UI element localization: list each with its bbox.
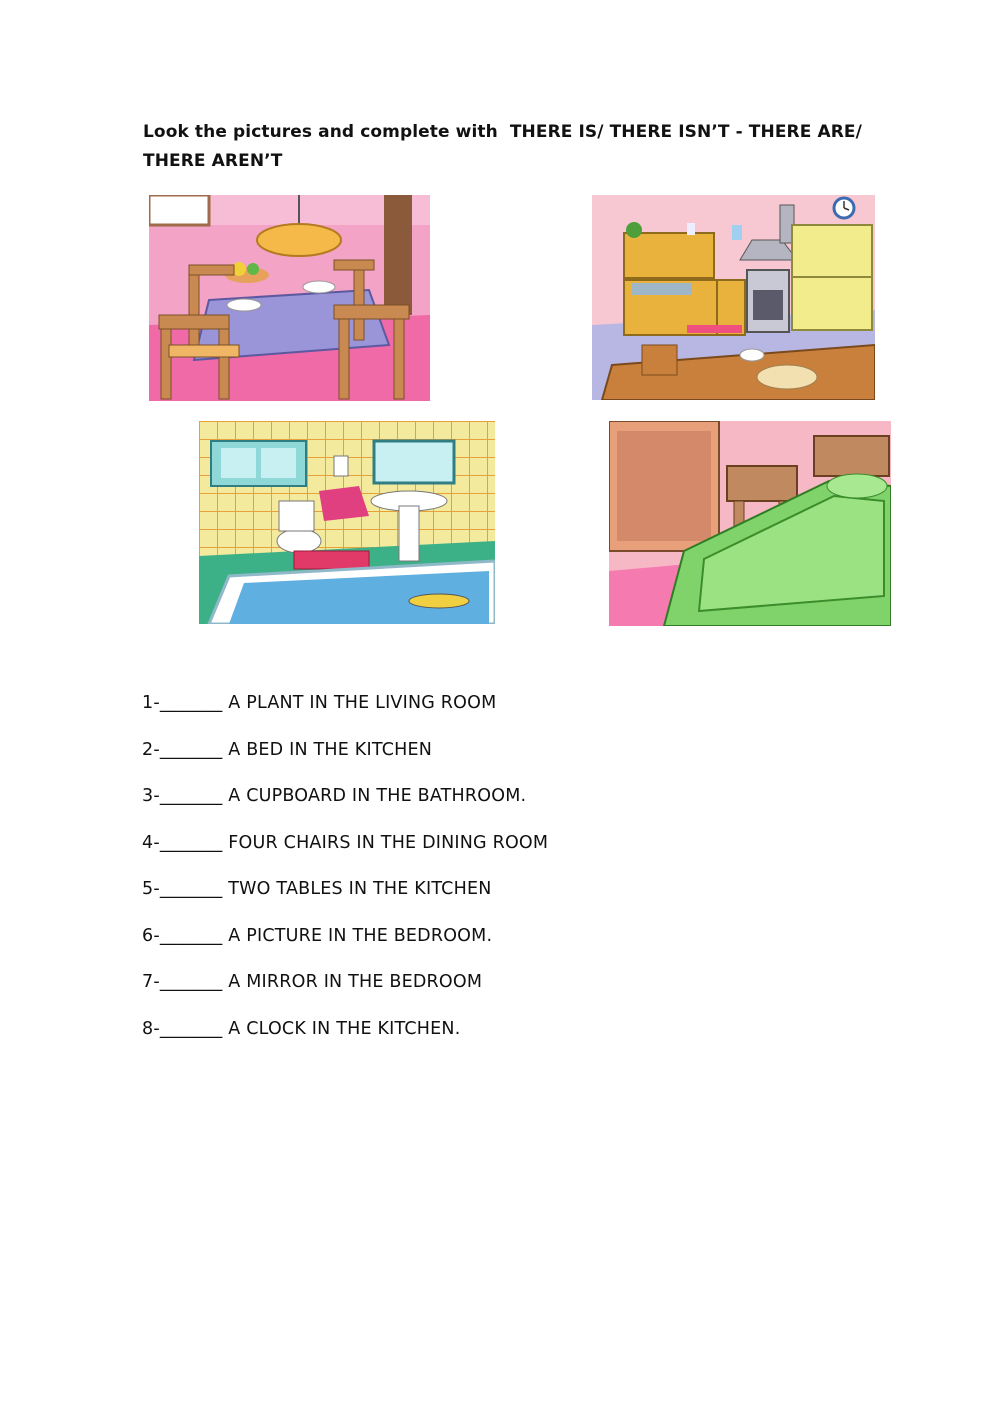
bedroom-picture [609,421,891,626]
item-text: A MIRROR IN THE BEDROOM [228,972,483,992]
exercise-item-5 [142,874,842,921]
item-number: 7- [142,972,160,992]
answer-blank[interactable]: _______ [159,739,223,760]
exercise-item-6 [142,921,842,968]
item-text: A CLOCK IN THE KITCHEN. [228,1018,461,1039]
item-text: A CUPBOARD IN THE BATHROOM. [228,786,527,806]
exercise-item-8 [142,1014,842,1061]
item-text: A PLANT IN THE LIVING ROOM [228,693,497,713]
item-text: FOUR CHAIRS IN THE DINING ROOM [228,832,549,853]
kitchen-picture [592,195,875,400]
exercise-item-2 [142,735,842,782]
answer-blank[interactable]: _______ [159,972,223,992]
item-text: TWO TABLES IN THE KITCHEN [228,879,492,899]
answer-blank[interactable]: _______ [159,1018,223,1039]
item-number: 8- [142,1018,160,1039]
item-number: 6- [142,925,160,946]
answer-blank[interactable]: _______ [159,693,223,713]
exercise-item-7 [142,967,842,1014]
instruction-text [143,118,883,176]
exercise-list [142,688,842,1060]
item-text: A PICTURE IN THE BEDROOM. [228,925,493,946]
answer-blank[interactable]: _______ [159,832,223,853]
instruction-options-cont: THERE AREN’T [143,151,283,171]
exercise-item-4 [142,828,842,875]
item-number: 5- [142,879,160,899]
answer-blank[interactable]: _______ [159,879,223,899]
instruction-lead: Look the pictures and complete with [143,122,498,142]
dining-room-picture [149,195,430,401]
bathroom-picture [199,421,495,624]
answer-blank[interactable]: _______ [159,925,223,946]
item-number: 1- [142,693,160,713]
item-number: 4- [142,832,160,853]
item-text: A BED IN THE KITCHEN [228,739,433,760]
exercise-item-3 [142,781,842,828]
item-number: 3- [142,786,160,806]
exercise-item-1 [142,688,842,735]
instruction-options: THERE IS/ THERE ISN’T - THERE ARE/ [509,122,862,142]
answer-blank[interactable]: _______ [159,786,223,806]
item-number: 2- [142,739,160,760]
